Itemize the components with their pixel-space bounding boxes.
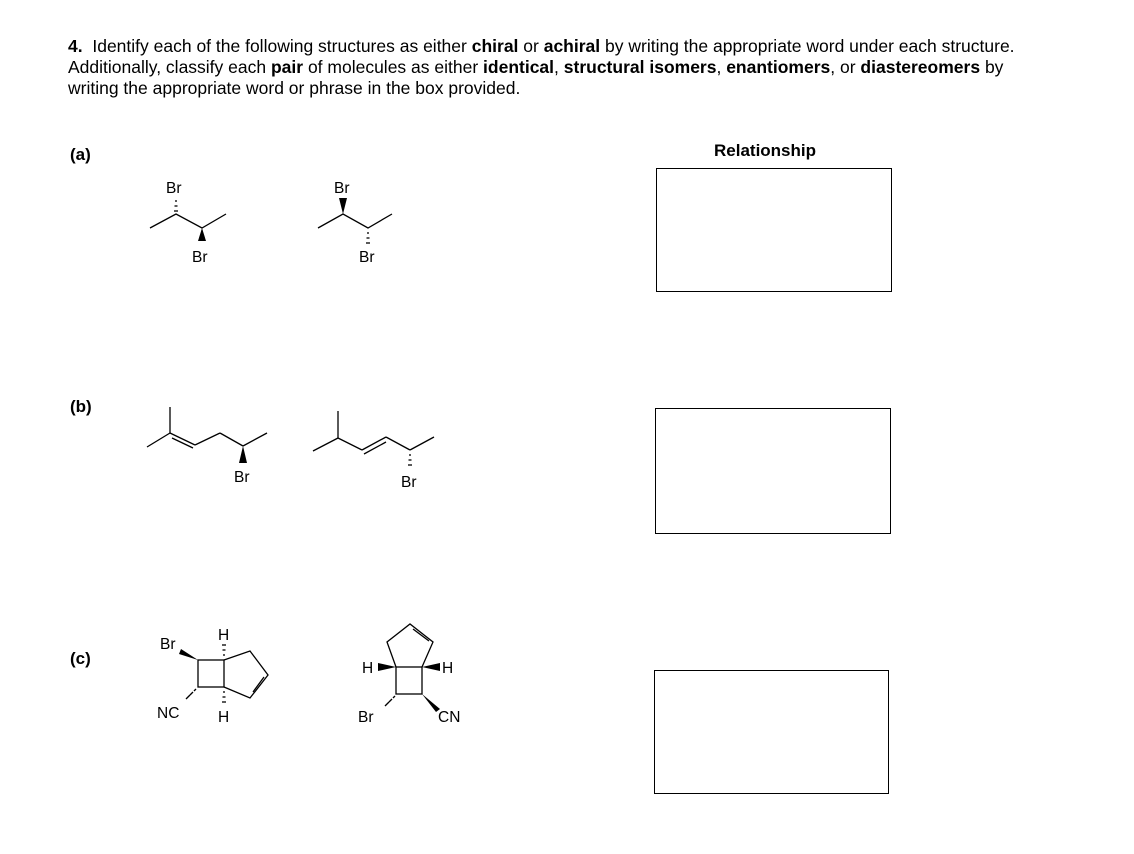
term-pair: pair [270, 57, 304, 77]
question-text-segment: Identify each of the following structures as either [92, 36, 472, 56]
hashed-wedge-bond [186, 689, 196, 699]
molecule-a1 [150, 180, 226, 266]
atom-label-h: H [362, 660, 374, 677]
hashed-wedge-bond [174, 201, 178, 211]
term-structural-isomers: structural isomers [563, 57, 717, 77]
atom-label-h: H [218, 709, 230, 726]
atom-label-nc: NC [157, 705, 180, 722]
question-text-segment: , or [830, 57, 861, 77]
atom-label-br: Br [166, 180, 182, 197]
molecule-c1 [157, 627, 268, 726]
molecule-b1 [147, 407, 267, 486]
hashed-wedge-bond [222, 645, 226, 655]
term-diastereomers: diastereomers [860, 57, 981, 77]
solid-wedge-bond [378, 663, 396, 671]
relationship-header: Relationship [714, 141, 817, 160]
atom-label-br: Br [160, 636, 176, 653]
term-achiral: achiral [543, 36, 601, 56]
solid-wedge-bond [339, 198, 347, 214]
atom-label-br: Br [192, 249, 208, 266]
term-enantiomers: enantiomers [726, 57, 831, 77]
question-number: 4. [68, 36, 83, 56]
atom-label-br: Br [234, 469, 250, 486]
atom-label-br: Br [334, 180, 350, 197]
hashed-wedge-bond [385, 696, 395, 706]
question-text-segment: or [518, 36, 544, 56]
part-label-b: (b) [70, 397, 92, 416]
hashed-wedge-bond [366, 233, 370, 243]
atom-label-br: Br [401, 474, 417, 491]
term-identical: identical [483, 57, 555, 77]
question-text-segment: by writing the appropriate word or phrase in the box provided. [68, 57, 1004, 98]
solid-wedge-bond [198, 228, 206, 241]
question-text-segment: by writing the appropriate word under each structure. Additionally, classify each [68, 36, 1015, 77]
atom-label-h: H [218, 627, 230, 644]
solid-wedge-bond [239, 446, 247, 463]
term-chiral: chiral [471, 36, 519, 56]
atom-label-br: Br [359, 249, 375, 266]
part-label-a: (a) [70, 145, 91, 164]
atom-label-cn: CN [438, 709, 461, 726]
atom-label-br: Br [358, 709, 374, 726]
solid-wedge-bond [179, 649, 198, 660]
question-text-segment: , [716, 57, 727, 77]
solid-wedge-bond [422, 663, 440, 671]
molecule-c2 [358, 624, 460, 726]
hashed-wedge-bond [222, 692, 226, 702]
hashed-wedge-bond [408, 455, 412, 465]
question-text-segment: , [554, 57, 564, 77]
molecule-b2 [313, 411, 434, 491]
question-text-segment: of molecules as either [303, 57, 484, 77]
molecule-a2 [318, 180, 392, 266]
atom-label-h: H [442, 660, 454, 677]
part-label-c: (c) [70, 649, 91, 668]
